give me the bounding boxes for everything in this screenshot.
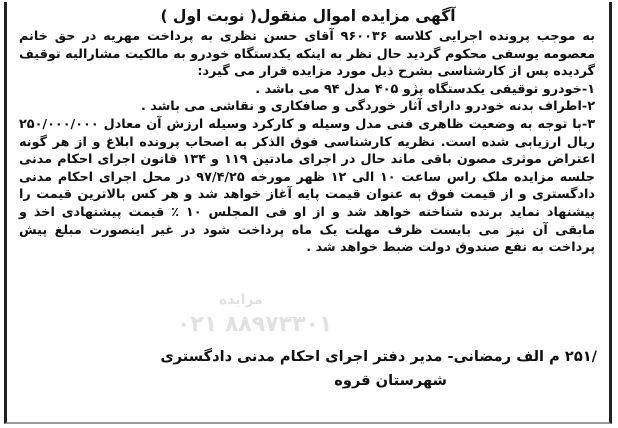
notice-body <box>19 28 595 257</box>
signature-city: شهرستان قروه <box>334 372 447 389</box>
item-2-paragraph: ۲-اطراف بدنه خودرو دارای آثار خوردگی و صافکاری و نقاشی می باشد . <box>141 99 595 115</box>
item-1-paragraph: ۱-خودرو توقیفی یکدستگاه پژو ۴۰۵ مدل ۹۴ می باشد . <box>255 81 595 97</box>
notice-title: آگهی مزایده اموال منقول( نوبت اول ) <box>160 7 456 25</box>
auction-notice <box>4 2 612 424</box>
item-3-paragraph: ۳-با توجه به وضعیت ظاهری فنی مدل وسیله و کارکرد وسیله ارزش آن معادل ۲۵۰/۰۰۰/۰۰۰ ریال ارزیابی شده است. نظریه کارشناسی فوق الذکر به اصحاب پرونده ابلاغ و از هر گونه اعتراض موثری مصون باقی ماند حال در اجرای مادتین ۱۱۹ و ۱۳۴ قانون اجرای احکام مدنی جلسه مزایده ملک راس ساعت ۱۰ الی ۱۲ ظهر مورخه ۹۷/۴/۲۵ در محل اجرای احکام مدنی دادگستری و از قیمت فوق به عنوان قیمت پایه آغاز خواهد شد و هر کس بالاترین قیمت را پیشنهاد نماید برنده شناخته خواهد شد و از او فی المجلس ۱۰ ٪ قیمت پیشنهادی اخذ و مابقی آن نیز می بایست ظرف مهلت یک ماه پرداخت شود در غیر اینصورت مبلغ پیش پرداخت به نفع صندوق دولت ضبط خواهد شد . <box>19 116 595 256</box>
intro-paragraph: به موجب پرونده اجرایی کلاسه ۹۶۰۰۳۶ آقای حسن نظری به پرداخت مهریه در حق خانم معصومه یوسفی محکوم گردید حال نظر به اینکه یکدستگاه خودرو به مالکیت مشارالیه توقیف گردیده پس از کارشناسی بشرح ذیل مورد مزایده قرار می گیرد: <box>19 29 595 80</box>
watermark-phone: ۰۲۱ ۸۸۹۷۳۳۰۱ <box>177 312 333 337</box>
watermark-text: مزایده <box>219 292 263 308</box>
signature-line: /۲۵۱ م الف رمضانی- مدیر دفتر اجرای احکام مدنی دادگستری <box>160 348 597 365</box>
signature-block <box>17 345 597 393</box>
